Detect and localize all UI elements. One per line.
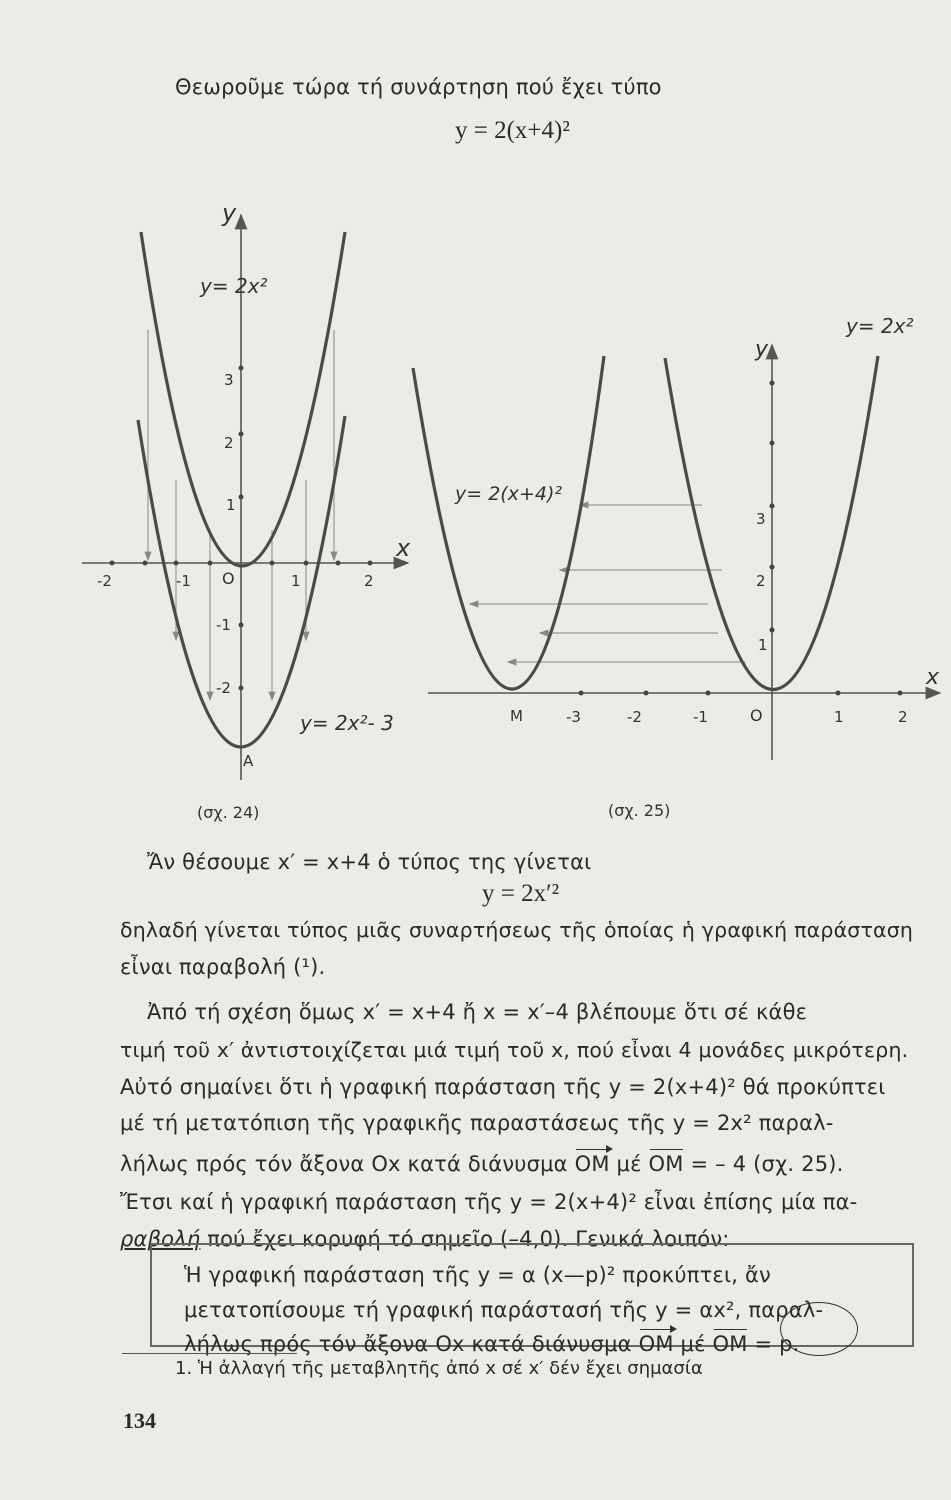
vector-OM: OM xyxy=(638,1332,674,1356)
x-tick-24: 2 xyxy=(364,572,374,590)
intro-formula: y = 2(x+4)² xyxy=(455,117,570,144)
box-line: μετατοπίσουμε τή γραφική παράστασή τῆς y = αx², παραλ- xyxy=(184,1298,824,1322)
parabola-2x-plus-4-squared xyxy=(413,356,604,689)
label-y-2x2-fig25: y= 2x² xyxy=(846,314,914,338)
length-OM: OM xyxy=(648,1152,684,1176)
text-line: τιμή τοῦ x′ ἀντιστοιχίζεται μιά τιμή τοῦ x, πού εἶναι 4 μονάδες μικρότερη. xyxy=(120,1038,909,1062)
figure-24 xyxy=(82,199,411,822)
text-segment: μέ xyxy=(673,1332,713,1356)
origin-label-24: O xyxy=(222,569,235,588)
y-axis-label-25: y xyxy=(755,337,769,362)
y-tick-24: 1 xyxy=(226,496,236,514)
caption-fig24: (σχ. 24) xyxy=(197,803,260,822)
caption-fig25: (σχ. 25) xyxy=(608,801,671,820)
formula-2x-prime: y = 2x′² xyxy=(482,880,560,907)
x-tick-25: -3 xyxy=(566,708,581,726)
text-line: Αὐτό σημαίνει ὅτι ἡ γραφική παράσταση τῆς y = 2(x+4)² θά προκύπτει xyxy=(120,1075,886,1099)
hand-drawn-circle xyxy=(780,1302,858,1356)
footnote: 1. Ἡ ἀλλαγή τῆς μεταβλητῆς ἀπό x σέ x′ δέν ἔχει σημασία xyxy=(175,1358,703,1379)
x-axis-label-25: x xyxy=(926,665,940,690)
footnote-rule xyxy=(122,1353,297,1354)
x-axis-label-24: x xyxy=(396,534,411,562)
y-tick-25: 2 xyxy=(756,572,766,590)
y-axis-label-24: y xyxy=(222,199,237,227)
x-tick-25: -1 xyxy=(693,708,708,726)
y-tick-25: 1 xyxy=(758,636,768,654)
text-segment: λήλως πρός τόν ἄξονα Ox κατά διάνυσμα xyxy=(120,1152,575,1176)
y-tick-24: 2 xyxy=(224,434,234,452)
x-tick-25: 2 xyxy=(898,708,908,726)
text-segment: = – 4 (σχ. 25). xyxy=(683,1152,844,1176)
vector-OM: OM xyxy=(574,1152,610,1176)
y-tick-24: 3 xyxy=(224,371,234,389)
text-segment: = p. xyxy=(747,1332,800,1356)
text-line: Ἀπό τή σχέση ὅμως x′ = x+4 ἤ x = x′–4 βλέπουμε ὅτι σέ κάθε xyxy=(147,1000,808,1024)
origin-label-25: O xyxy=(750,706,763,725)
length-OM: OM xyxy=(712,1332,748,1356)
text-line: μέ τή μετατόπιση τῆς γραφικῆς παραστάσεως τῆς y = 2x² παραλ- xyxy=(120,1111,834,1135)
text-line: δηλαδή γίνεται τύπος μιᾶς συναρτήσεως τῆς ὁποίας ἡ γραφική παράσταση xyxy=(120,918,914,942)
y-tick-25: 3 xyxy=(756,510,766,528)
x-tick-25: 1 xyxy=(834,708,844,726)
text-line: Ἄν θέσουμε x′ = x+4 ὁ τύπος της γίνεται xyxy=(147,850,592,874)
figures-area xyxy=(0,190,951,830)
label-y-2x2-3: y= 2x²- 3 xyxy=(300,711,394,735)
x-tick-25: -2 xyxy=(627,708,642,726)
box-line: Ἡ γραφική παράσταση τῆς y = α (x—p)² προκύπτει, ἄν xyxy=(184,1263,771,1287)
x-tick-24: 1 xyxy=(291,572,301,590)
y-tick-24: -1 xyxy=(216,616,231,634)
label-y-2x4-squared: y= 2(x+4)² xyxy=(455,483,562,505)
x-tick-24: -2 xyxy=(97,572,112,590)
intro-line: Θεωροῦμε τώρα τή συνάρτηση πού ἔχει τύπο xyxy=(175,75,662,99)
vertex-label-M: M xyxy=(510,707,523,725)
figure-25 xyxy=(413,314,940,820)
text-segment: πού ἔχει κορυφή τό σημεῖο (–4,0). Γενικά λοιπόν: xyxy=(200,1227,730,1251)
page-number: 134 xyxy=(123,1408,156,1433)
emphasis-parabola: ραβολή xyxy=(120,1227,201,1251)
text-segment: μέ xyxy=(609,1152,649,1176)
shift-arrows-25 xyxy=(470,505,745,662)
label-y-2x2: y= 2x² xyxy=(200,274,268,298)
y-tick-24: -2 xyxy=(216,679,231,697)
x-tick-24: -1 xyxy=(176,572,191,590)
text-line: Ἔτσι καί ἡ γραφική παράσταση τῆς y = 2(x+4)² εἶναι ἐπίσης μία πα- xyxy=(120,1190,858,1214)
text-line-vector xyxy=(120,1152,844,1176)
text-line: εἶναι παραβολή (¹). xyxy=(120,955,326,979)
vertex-label-A: A xyxy=(243,752,254,770)
text-segment: λήλως πρός τόν ἄξονα Ox κατά διάνυσμα xyxy=(184,1332,639,1356)
